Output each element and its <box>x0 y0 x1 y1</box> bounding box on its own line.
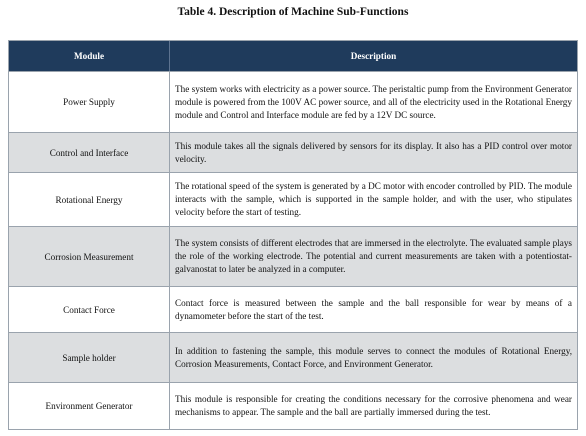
description-cell <box>170 173 577 226</box>
module-cell: Control and Interface <box>9 133 170 172</box>
table-row <box>9 382 577 429</box>
table-row <box>9 71 577 132</box>
header-description: Description <box>350 50 397 61</box>
sub-functions-table <box>8 40 578 430</box>
module-cell: Sample holder <box>9 333 170 382</box>
description-text: In addition to fastening the sample, this module serves to connect the modules of Rotational Energy, Corrosion Measurements, Contact Force, and Environment Generator. <box>175 345 572 369</box>
table-row <box>9 332 577 382</box>
description-text: The rotational speed of the system is generated by a DC motor with encoder controlled by PID. The module interacts with the sample, which is supported in the sample holder, and with the user, who stipulates velocity before the start of testing. <box>175 181 572 217</box>
module-cell: Power Supply <box>9 72 170 132</box>
description-cell <box>170 287 577 332</box>
description-cell <box>170 227 577 286</box>
module-cell: Environment Generator <box>9 383 170 429</box>
table-row <box>9 132 577 172</box>
description-cell <box>170 72 577 132</box>
description-cell <box>170 133 577 172</box>
description-text: This module takes all the signals delivered by sensors for its display. It also has a PID control over motor velocity. <box>175 140 572 164</box>
description-text: The system works with electricity as a power source. The peristaltic pump from the Environment Generator module is powered from the 100V AC power source, and all of the electricity used in the Rotational Energy module and Control and Interface module are fed by a 12V DC source. <box>175 83 572 120</box>
description-cell <box>170 383 577 429</box>
table-header-row <box>9 41 577 71</box>
module-cell: Rotational Energy <box>9 173 170 226</box>
header-module: Module <box>9 41 170 71</box>
description-text: The system consists of different electrodes that are immersed in the electrolyte. The evaluated sample plays the role of the working electrode. The potential and current measurements are taken with a potentiostat-galvanostat to later be analyzed in a computer. <box>175 238 572 274</box>
module-cell: Corrosion Measurement <box>9 227 170 286</box>
module-cell: Contact Force <box>9 287 170 332</box>
table-row <box>9 286 577 332</box>
description-text: This module is responsible for creating the conditions necessary for the corrosive phenomena and wear mechanisms to appear. The sample and the ball are partially immersed during the test. <box>175 394 572 417</box>
table-row <box>9 172 577 226</box>
description-text: Contact force is measured between the sample and the ball responsible for wear by means of a dynamometer before the start of the test. <box>175 297 572 321</box>
table-caption: Table 4. Description of Machine Sub-Functions <box>177 6 409 18</box>
table-row <box>9 226 577 286</box>
description-cell <box>170 333 577 382</box>
